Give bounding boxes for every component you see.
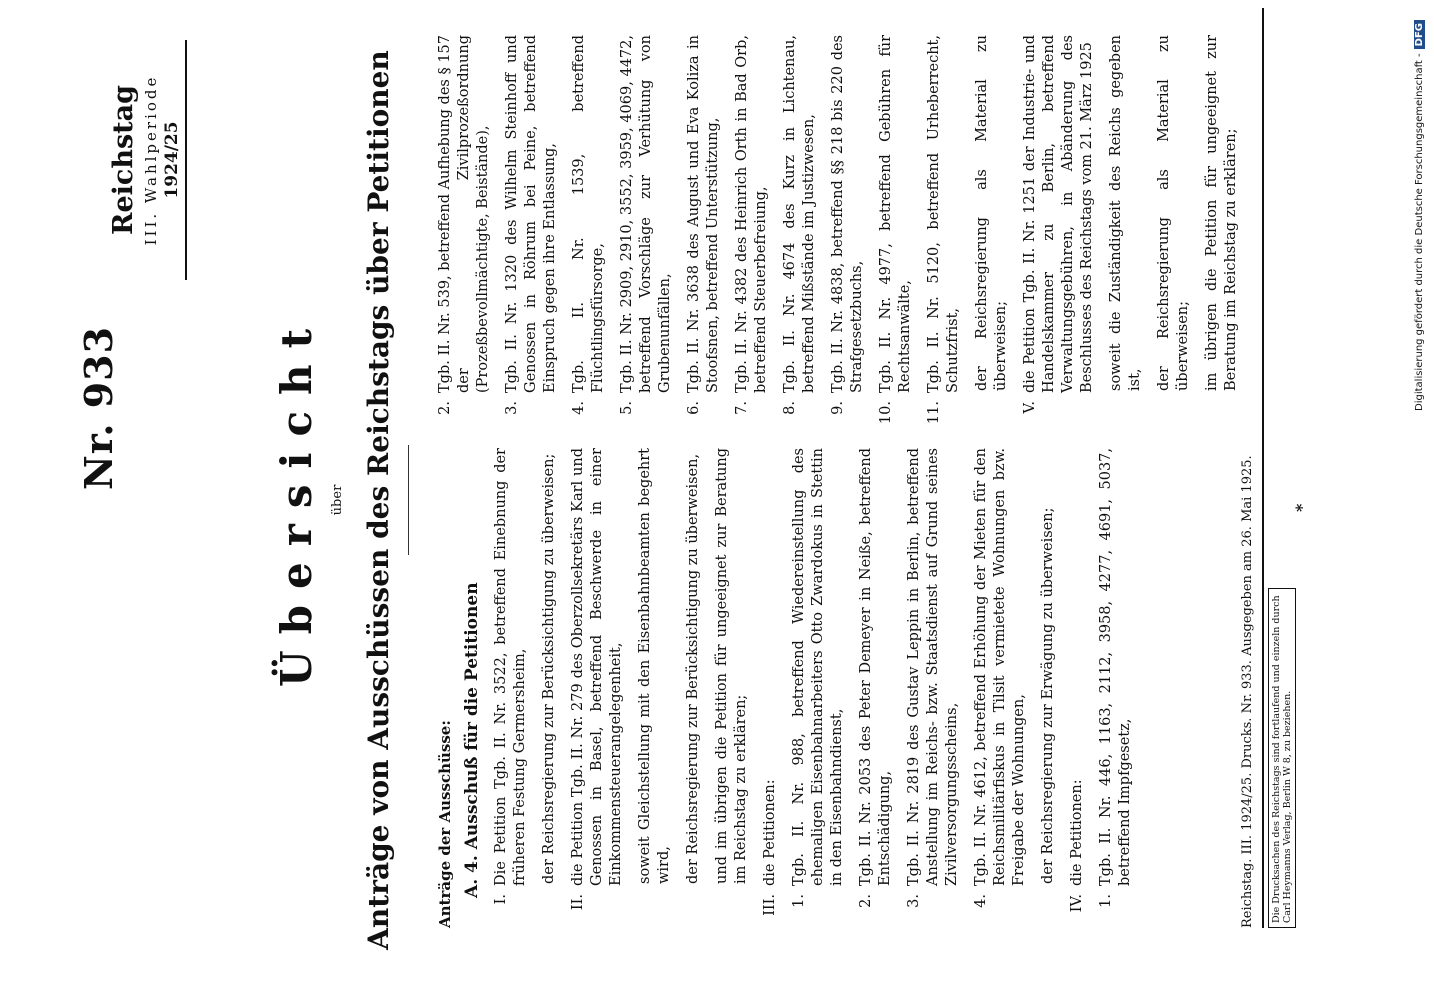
item-text: der Reichsregierung als Material zu überweisen; — [974, 35, 1009, 391]
list-item — [829, 35, 867, 435]
list-item — [761, 448, 780, 928]
list-item — [503, 35, 560, 435]
left-column — [436, 448, 1145, 928]
list-item — [540, 448, 559, 928]
item-text: Die Petition Tgb. II. Nr. 3522, betreffend Einebnung der früheren Festung Germersheim, — [493, 448, 528, 886]
reichstag-years: 1924/25 — [162, 40, 187, 280]
item-number: 9. — [830, 401, 846, 415]
item-text: im übrigen die Petition für ungeeignet zur Beratung im Reichstag zu erklären; — [1204, 35, 1239, 391]
list-item — [713, 448, 751, 928]
item-text: Tgb. II. Nr. 3638 des August und Eva Koliza in Stoofsnen, betreffend Unterstützung, — [686, 35, 721, 393]
list-item — [1021, 35, 1097, 435]
right-column — [436, 35, 1251, 435]
item-number: 6. — [686, 401, 702, 415]
committee-heading: A. 4. Ausschuß für die Petitionen — [462, 582, 482, 898]
item-number: 11. — [926, 401, 942, 425]
item-text: Tgb. II. Nr. 539, betreffend Aufhebung des § 157 der Zivilprozeßordnung (Prozeßbevollmächtigte, Beistände), — [437, 35, 491, 393]
dfg-credit — [1414, 20, 1425, 980]
right-item-list — [436, 35, 1241, 435]
reichstag-header — [108, 40, 187, 280]
item-text: und im übrigen die Petition für ungeeignet zur Beratung im Reichstag zu erklären; — [714, 448, 749, 884]
dfg-credit-text: Digitalisierung gefördert durch die Deutsche Forschungsgemeinschaft - — [1414, 53, 1425, 411]
list-item — [781, 35, 819, 435]
list-item — [685, 35, 723, 435]
item-text: Tgb. II. Nr. 4838, betreffend §§ 218 bis 220 des Strafgesetzbuchs, — [830, 35, 865, 393]
title-subject: Anträge von Ausschüssen des Reichstags über Petitionen — [362, 50, 395, 950]
item-number: 3. — [504, 401, 520, 415]
item-text: Tgb. II. Nr. 2053 des Peter Demeyer in Neiße, betreffend Entschädigung, — [858, 448, 893, 886]
list-item — [436, 35, 493, 435]
item-number: 3. — [906, 894, 922, 908]
list-item — [1068, 448, 1087, 928]
item-text: die Petition Tgb. II. Nr. 1251 der Industrie- und Handelskammer zu Berlin, betreffend Verwaltungsgebühren, in Abänderung des Beschlusses des Reichstags vom 21. März 1925 — [1022, 35, 1095, 393]
list-item — [570, 35, 608, 435]
item-text: Tgb. II. Nr. 1539, betreffend Flüchtlingsfürsorge, — [571, 35, 606, 393]
item-number: 7. — [734, 401, 750, 415]
page-title: Übersicht — [272, 313, 321, 687]
reichstag-period: III. Wahlperiode — [142, 74, 160, 246]
item-text: der Reichsregierung zur Erwägung zu überweisen; — [1040, 507, 1056, 884]
item-text: die Petition Tgb. II. Nr. 279 des Oberzollsekretärs Karl und Genossen in Basel, betreffend Beschwerde in einer Einkommensteuerangelegenheit, — [570, 448, 624, 886]
list-item — [1107, 35, 1145, 435]
footer-line: Reichstag. III. 1924/25. Drucks. Nr. 933. Ausgegeben am 26. Mai 1925. — [1240, 455, 1255, 928]
list-item — [972, 448, 1029, 928]
item-number: 10. — [878, 401, 894, 425]
item-text: die Petitionen: — [1069, 779, 1085, 886]
item-number: 2. — [858, 894, 874, 908]
list-item — [492, 448, 530, 928]
item-text: der Reichsregierung zur Berücksichtigung zu überweisen; — [541, 453, 557, 884]
list-item — [877, 35, 915, 435]
section-heading: Anträge der Ausschüsse: — [436, 720, 454, 928]
item-text: Tgb. II. Nr. 446, 1163, 2112, 3958, 4277, 4691, 5037, betreffend Impfgesetz, — [1098, 448, 1133, 886]
footer-rule — [1262, 8, 1264, 928]
list-item — [925, 35, 963, 435]
list-item — [790, 448, 847, 928]
item-text: Tgb. II. Nr. 4382 des Heinrich Orth in Bad Orb, betreffend Steuerbefreiung, — [734, 35, 769, 393]
item-text: soweit die Zuständigkeit des Reichs gegeben ist, — [1108, 35, 1143, 391]
footer-note: Die Drucksachen des Reichstags sind fortlaufend und einzeln durch Carl Heymanns Verlag, Berlin W 8, zu beziehen. — [1268, 588, 1296, 928]
left-item-list — [492, 448, 1135, 928]
item-number: 1. — [1098, 894, 1114, 908]
item-text: Tgb. II. Nr. 988, betreffend Wiedereinstellung des ehemaligen Eisenbahnarbeiters Otto Zwardokus in Stettin in den Eisenbahndienst, — [791, 448, 845, 886]
title-connector: über — [330, 484, 345, 516]
item-number: IV. — [1069, 894, 1085, 913]
list-item — [905, 448, 962, 928]
item-text: Tgb. II. Nr. 2909, 2910, 3552, 3959, 4069, 4472, betreffend Vorschläge zur Verhütung von Grubenunfällen, — [619, 35, 673, 393]
title-divider — [408, 445, 409, 555]
list-item — [1039, 448, 1058, 928]
item-text: die Petitionen: — [762, 779, 778, 886]
item-text: Tgb. II. Nr. 2819 des Gustav Leppin in Berlin, betreffend Anstellung im Reichs- bzw. Staatsdienst auf Grund seines Zivilversorgungsscheins, — [906, 448, 960, 886]
reichstag-title: Reichstag — [108, 85, 139, 235]
item-text: der Reichsregierung als Material zu überweisen; — [1156, 35, 1191, 391]
item-number: 5. — [619, 401, 635, 415]
item-number: 4. — [571, 401, 587, 415]
item-number: II. — [570, 894, 586, 911]
list-item — [618, 35, 675, 435]
item-number: 8. — [782, 401, 798, 415]
list-item — [636, 448, 674, 928]
list-item — [1097, 448, 1135, 928]
footnote-star: * — [1292, 503, 1311, 512]
item-text: soweit Gleichstellung mit den Eisenbahnbeamten begehrt wird, — [637, 448, 672, 884]
item-number: III. — [762, 894, 778, 916]
item-number: V. — [1022, 401, 1038, 414]
list-item — [857, 448, 895, 928]
item-number: 4. — [973, 894, 989, 908]
list-item — [1155, 35, 1193, 435]
list-item — [973, 35, 1011, 435]
item-text: Tgb. II. Nr. 4674 des Kurz in Lichtenau, betreffend Mißstände im Justizwesen, — [782, 35, 817, 393]
item-text: Tgb. II. Nr. 4977, betreffend Gebühren für Rechtsanwälte, — [878, 35, 913, 393]
list-item — [569, 448, 626, 928]
item-text: Tgb. II. Nr. 4612, betreffend Erhöhung der Mieten für den Reichsmilitärfiskus in Tilsit vermietete Wohnungen bzw. Freigabe der Wohnungen, — [973, 448, 1027, 886]
document-number: Nr. 933 — [76, 325, 121, 490]
item-text: der Reichsregierung zur Berücksichtigung zu überweisen, — [685, 453, 701, 884]
item-number: 2. — [437, 401, 453, 415]
list-item — [1203, 35, 1241, 435]
list-item — [684, 448, 703, 928]
item-text: Tgb. II. Nr. 1320 des Wilhelm Steinhoff und Genossen in Röhrum bei Peine, betreffend Einspruch gegen ihre Entlassung, — [504, 35, 558, 393]
item-number: 1. — [791, 894, 807, 908]
item-text: Tgb. II. Nr. 5120, betreffend Urheberrecht, Schutzfrist, — [926, 35, 961, 393]
dfg-logo: DFG — [1414, 20, 1425, 49]
list-item — [733, 35, 771, 435]
item-number: I. — [493, 894, 509, 905]
